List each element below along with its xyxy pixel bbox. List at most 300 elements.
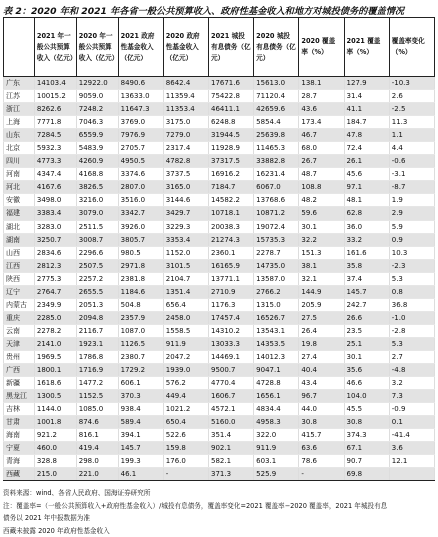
value-cell: 45.6 [344, 168, 389, 181]
province-cell: 重庆 [4, 311, 35, 324]
value-cell: 4168.8 [76, 168, 118, 181]
value-cell: 30.8 [344, 416, 389, 429]
value-cell: 7046.3 [76, 116, 118, 129]
value-cell: 25639.8 [254, 129, 299, 142]
value-cell: 2317.4 [163, 142, 208, 155]
value-cell: 656.4 [163, 298, 208, 311]
table-row [4, 429, 435, 442]
value-cell: 3283.0 [34, 220, 76, 233]
value-cell: -4.8 [389, 364, 434, 377]
value-cell: 242.7 [344, 298, 389, 311]
value-cell: 3342.7 [118, 207, 163, 220]
province-cell: 山东 [4, 129, 35, 142]
value-cell: 33882.8 [254, 155, 299, 168]
value-cell: 1021.2 [163, 403, 208, 416]
value-cell: 47.8 [344, 129, 389, 142]
value-cell: 161.6 [344, 246, 389, 259]
value-cell: 40.4 [299, 364, 344, 377]
value-cell: 42659.6 [254, 103, 299, 116]
coverage-table [3, 17, 435, 481]
value-cell: 0.1 [389, 416, 434, 429]
value-cell: 21274.3 [208, 233, 253, 246]
value-cell: 2705.7 [118, 142, 163, 155]
value-cell: 27.4 [299, 350, 344, 363]
value-cell: 13633.0 [118, 90, 163, 103]
value-cell: 2047.2 [163, 350, 208, 363]
table-row [4, 116, 435, 129]
value-cell: 298.0 [76, 455, 118, 468]
value-cell: 31.4 [344, 90, 389, 103]
province-cell: 四川 [4, 155, 35, 168]
value-cell: 2051.3 [76, 298, 118, 311]
value-cell: 10871.2 [254, 207, 299, 220]
value-cell: 3805.7 [118, 233, 163, 246]
value-cell: 7248.2 [76, 103, 118, 116]
table-row [4, 142, 435, 155]
province-cell: 宁夏 [4, 442, 35, 455]
table-row [4, 129, 435, 142]
value-cell: -10.3 [389, 77, 434, 90]
value-cell: 199.3 [118, 455, 163, 468]
value-cell: -41.4 [389, 429, 434, 442]
value-cell: 1085.0 [76, 403, 118, 416]
value-cell: 1176.3 [208, 298, 253, 311]
value-cell: 43.6 [299, 103, 344, 116]
value-cell: 2296.6 [76, 246, 118, 259]
value-cell: 3165.0 [163, 181, 208, 194]
value-cell: 603.1 [254, 455, 299, 468]
value-cell: 2834.6 [34, 246, 76, 259]
value-cell: 11353.4 [163, 103, 208, 116]
table-row [4, 390, 435, 403]
value-cell: 582.1 [208, 455, 253, 468]
value-cell: 215.0 [34, 468, 76, 481]
value-cell: 97.1 [344, 181, 389, 194]
province-cell: 广东 [4, 77, 35, 90]
value-cell: 4572.1 [208, 403, 253, 416]
value-cell: 911.9 [254, 442, 299, 455]
value-cell: 48.1 [344, 194, 389, 207]
value-cell: 36.0 [344, 220, 389, 233]
province-cell: 云南 [4, 324, 35, 337]
value-cell: 2278.2 [34, 324, 76, 337]
value-cell: 0.8 [389, 285, 434, 298]
value-cell: 2357.9 [118, 311, 163, 324]
value-cell: 221.0 [76, 468, 118, 481]
table-row [4, 455, 435, 468]
value-cell: 26.1 [344, 155, 389, 168]
value-cell: 2971.8 [118, 259, 163, 272]
table-row [4, 207, 435, 220]
value-cell: 1477.2 [76, 377, 118, 390]
value-cell: 1351.4 [163, 285, 208, 298]
table-row [4, 272, 435, 285]
value-cell: 394.1 [118, 429, 163, 442]
value-cell: 46411.1 [208, 103, 253, 116]
value-cell: -2.3 [389, 259, 434, 272]
value-cell: 4773.3 [34, 155, 76, 168]
value-cell: 2349.9 [34, 298, 76, 311]
header-budget-2020: 2020 年一般公共预算收入（亿元） [76, 18, 118, 77]
value-cell: 5.3 [389, 337, 434, 350]
value-cell: 1.9 [389, 194, 434, 207]
value-cell: 15613.0 [254, 77, 299, 90]
value-cell: 72.4 [344, 142, 389, 155]
value-cell: 37.4 [344, 272, 389, 285]
value-cell: 30.1 [299, 220, 344, 233]
value-cell: 4.4 [389, 142, 434, 155]
province-cell: 湖南 [4, 233, 35, 246]
table-row [4, 298, 435, 311]
value-cell: 25.1 [344, 337, 389, 350]
province-cell: 甘肃 [4, 416, 35, 429]
value-cell: 26.4 [299, 324, 344, 337]
value-cell: 45.5 [344, 403, 389, 416]
table-row [4, 285, 435, 298]
value-cell: 14469.1 [208, 350, 253, 363]
value-cell: 144.9 [299, 285, 344, 298]
value-cell: 36.8 [389, 298, 434, 311]
header-province [4, 18, 35, 77]
value-cell: 902.1 [208, 442, 253, 455]
value-cell: 68.0 [299, 142, 344, 155]
value-cell: 2381.8 [118, 272, 163, 285]
value-cell: 43.4 [299, 377, 344, 390]
value-cell: 328.8 [34, 455, 76, 468]
table-row [4, 259, 435, 272]
value-cell: 4167.6 [34, 181, 76, 194]
value-cell: 62.8 [344, 207, 389, 220]
value-cell: 173.4 [299, 116, 344, 129]
note-tibet: 西藏未披露 2020 年政府性基金收入 [3, 525, 435, 537]
value-cell: 1152.0 [163, 246, 208, 259]
value-cell: 104.0 [344, 390, 389, 403]
value-cell: 1126.5 [118, 337, 163, 350]
value-cell: 30.8 [299, 416, 344, 429]
value-cell: 6248.8 [208, 116, 253, 129]
value-cell: 15735.3 [254, 233, 299, 246]
value-cell: 3826.5 [76, 181, 118, 194]
province-cell: 天津 [4, 337, 35, 350]
value-cell: 1.1 [389, 129, 434, 142]
value-cell: 7.3 [389, 390, 434, 403]
value-cell: 2766.2 [254, 285, 299, 298]
value-cell: 12.1 [389, 455, 434, 468]
value-cell: 67.1 [344, 442, 389, 455]
value-cell: 589.4 [118, 416, 163, 429]
value-cell: 7771.8 [34, 116, 76, 129]
value-cell: 16231.4 [254, 168, 299, 181]
table-row [4, 233, 435, 246]
value-cell: 13771.1 [208, 272, 253, 285]
province-cell: 安徽 [4, 194, 35, 207]
value-cell: 35.8 [344, 259, 389, 272]
value-cell: 2511.5 [76, 220, 118, 233]
province-cell: 湖北 [4, 220, 35, 233]
province-cell: 浙江 [4, 103, 35, 116]
province-cell: 辽宁 [4, 285, 35, 298]
value-cell: 2710.9 [208, 285, 253, 298]
table-row [4, 350, 435, 363]
note-formula: 注：覆盖率=（一般公共预算收入+政府性基金收入）/城投有息债务，覆盖率变化=2021 覆盖率−2020 覆盖率，2021 年城投有息 [3, 500, 435, 513]
value-cell: 32.2 [299, 233, 344, 246]
value-cell: 1939.0 [163, 364, 208, 377]
value-cell: 14012.3 [254, 350, 299, 363]
value-cell: 911.9 [163, 337, 208, 350]
value-cell: 145.7 [118, 442, 163, 455]
table-row [4, 168, 435, 181]
value-cell: 0.9 [389, 233, 434, 246]
value-cell: 2507.5 [76, 259, 118, 272]
value-cell: 1001.8 [34, 416, 76, 429]
header-debt-2021: 2021 城投有息债务（亿元） [208, 18, 253, 77]
value-cell: 17671.6 [208, 77, 253, 90]
value-cell: 44.0 [299, 403, 344, 416]
table-row [4, 311, 435, 324]
value-cell: 460.0 [34, 442, 76, 455]
value-cell: -0.9 [389, 403, 434, 416]
value-cell: 525.9 [254, 468, 299, 481]
table-row [4, 77, 435, 90]
value-cell: 1729.2 [118, 364, 163, 377]
table-header-row [4, 18, 435, 77]
value-cell: 11.3 [389, 116, 434, 129]
value-cell: 606.1 [118, 377, 163, 390]
value-cell: 75422.8 [208, 90, 253, 103]
value-cell: 10015.2 [34, 90, 76, 103]
province-cell: 西藏 [4, 468, 35, 481]
province-cell: 青海 [4, 455, 35, 468]
value-cell: 1923.1 [76, 337, 118, 350]
value-cell: 351.4 [208, 429, 253, 442]
value-cell: 7279.0 [163, 129, 208, 142]
value-cell: 7184.7 [208, 181, 253, 194]
table-row [4, 442, 435, 455]
value-cell: 11465.3 [254, 142, 299, 155]
value-cell: 1152.5 [76, 390, 118, 403]
value-cell: 19072.4 [254, 220, 299, 233]
value-cell: 5.9 [389, 220, 434, 233]
value-cell: 1786.8 [76, 350, 118, 363]
value-cell: 2.7 [389, 350, 434, 363]
province-cell: 上海 [4, 116, 35, 129]
value-cell: 2.9 [389, 207, 434, 220]
value-cell: 1087.0 [118, 324, 163, 337]
value-cell: 6559.9 [76, 129, 118, 142]
value-cell: 2764.7 [34, 285, 76, 298]
value-cell: 576.2 [163, 377, 208, 390]
value-cell: 3216.0 [76, 194, 118, 207]
value-cell: 5932.3 [34, 142, 76, 155]
value-cell: 151.3 [299, 246, 344, 259]
value-cell: 7284.5 [34, 129, 76, 142]
value-cell: 415.7 [299, 429, 344, 442]
value-cell: 32.1 [299, 272, 344, 285]
value-cell: 371.3 [208, 468, 253, 481]
province-cell: 河南 [4, 168, 35, 181]
value-cell [389, 468, 434, 481]
value-cell: 1558.5 [163, 324, 208, 337]
value-cell: 16165.9 [208, 259, 253, 272]
value-cell: 4347.4 [34, 168, 76, 181]
table-row [4, 468, 435, 481]
value-cell: 184.7 [344, 116, 389, 129]
value-cell: 322.0 [254, 429, 299, 442]
value-cell: -3.1 [389, 168, 434, 181]
table-row [4, 416, 435, 429]
value-cell: - [163, 468, 208, 481]
value-cell: 3.2 [389, 377, 434, 390]
value-cell: 69.8 [344, 468, 389, 481]
value-cell: 2807.0 [118, 181, 163, 194]
value-cell: 2812.3 [34, 259, 76, 272]
header-coverage-2021: 2021 覆盖率（%） [344, 18, 389, 77]
value-cell: 1184.6 [118, 285, 163, 298]
province-cell: 新疆 [4, 377, 35, 390]
value-cell: -1.0 [389, 311, 434, 324]
value-cell: 12922.0 [76, 77, 118, 90]
table-body [4, 77, 435, 481]
note-source: 资料来源：wind、各省人民政府、国海证券研究所 [3, 487, 435, 500]
value-cell: 3429.7 [163, 207, 208, 220]
value-cell: 8642.4 [163, 77, 208, 90]
value-cell: 46.6 [344, 377, 389, 390]
value-cell: 35.6 [344, 364, 389, 377]
value-cell: 4950.5 [118, 155, 163, 168]
value-cell: 10.3 [389, 246, 434, 259]
value-cell: 874.6 [76, 416, 118, 429]
province-cell: 黑龙江 [4, 390, 35, 403]
value-cell: 145.7 [344, 285, 389, 298]
value-cell: 96.7 [299, 390, 344, 403]
value-cell: -2.8 [389, 324, 434, 337]
value-cell: -8.7 [389, 181, 434, 194]
province-cell: 江苏 [4, 90, 35, 103]
value-cell: 3008.7 [76, 233, 118, 246]
province-cell: 陕西 [4, 272, 35, 285]
value-cell: 3769.0 [118, 116, 163, 129]
value-cell: 2257.2 [76, 272, 118, 285]
value-cell: 3353.4 [163, 233, 208, 246]
value-cell: 1618.6 [34, 377, 76, 390]
value-cell: 3079.0 [76, 207, 118, 220]
value-cell: 9059.0 [76, 90, 118, 103]
value-cell: 176.0 [163, 455, 208, 468]
table-row [4, 220, 435, 233]
value-cell: 14735.0 [254, 259, 299, 272]
table-row [4, 364, 435, 377]
value-cell: 78.6 [299, 455, 344, 468]
value-cell: 3229.3 [163, 220, 208, 233]
value-cell: 108.8 [299, 181, 344, 194]
value-cell: 3926.0 [118, 220, 163, 233]
value-cell: 370.3 [118, 390, 163, 403]
value-cell: 2141.0 [34, 337, 76, 350]
value-cell: 2.6 [389, 90, 434, 103]
value-cell: 46.1 [118, 468, 163, 481]
province-cell: 贵州 [4, 350, 35, 363]
value-cell: 46.7 [299, 129, 344, 142]
value-cell: 17457.4 [208, 311, 253, 324]
value-cell: 14582.2 [208, 194, 253, 207]
value-cell: 3737.5 [163, 168, 208, 181]
table-row [4, 324, 435, 337]
value-cell: 4728.8 [254, 377, 299, 390]
value-cell: 921.2 [34, 429, 76, 442]
value-cell: 8490.6 [118, 77, 163, 90]
value-cell: 3144.6 [163, 194, 208, 207]
note-formula-cont: 债务以 2021 年中报数据为准 [3, 512, 435, 525]
value-cell: 1716.9 [76, 364, 118, 377]
value-cell: 3175.0 [163, 116, 208, 129]
header-budget-2021: 2021 年一般公共预算收入（亿元） [34, 18, 76, 77]
table-row [4, 155, 435, 168]
table-row [4, 103, 435, 116]
value-cell: 4260.9 [76, 155, 118, 168]
value-cell: 2285.0 [34, 311, 76, 324]
value-cell: 14353.5 [254, 337, 299, 350]
value-cell: 2458.0 [163, 311, 208, 324]
value-cell: 419.4 [76, 442, 118, 455]
value-cell: 8262.6 [34, 103, 76, 116]
value-cell: 59.6 [299, 207, 344, 220]
value-cell: 522.6 [163, 429, 208, 442]
value-cell: 4834.4 [254, 403, 299, 416]
value-cell: 2775.3 [34, 272, 76, 285]
value-cell: 33.2 [344, 233, 389, 246]
value-cell: 1300.5 [34, 390, 76, 403]
value-cell: 4782.8 [163, 155, 208, 168]
value-cell: 11359.4 [163, 90, 208, 103]
value-cell: 9047.1 [254, 364, 299, 377]
value-cell: 6067.0 [254, 181, 299, 194]
value-cell: 37317.5 [208, 155, 253, 168]
value-cell: 26.6 [344, 311, 389, 324]
province-cell: 内蒙古 [4, 298, 35, 311]
header-debt-2020: 2020 城投有息债务（亿元） [254, 18, 299, 77]
value-cell: 504.8 [118, 298, 163, 311]
value-cell: 71120.4 [254, 90, 299, 103]
value-cell: 1800.1 [34, 364, 76, 377]
value-cell: 5160.0 [208, 416, 253, 429]
value-cell: 14103.4 [34, 77, 76, 90]
value-cell: 4958.3 [254, 416, 299, 429]
value-cell: 11647.3 [118, 103, 163, 116]
value-cell: 3516.0 [118, 194, 163, 207]
value-cell: 127.9 [344, 77, 389, 90]
value-cell: 16916.2 [208, 168, 253, 181]
value-cell: -0.6 [389, 155, 434, 168]
value-cell: 205.9 [299, 298, 344, 311]
value-cell: 28.7 [299, 90, 344, 103]
value-cell: 2104.7 [163, 272, 208, 285]
value-cell: 19.8 [299, 337, 344, 350]
value-cell: 3383.4 [34, 207, 76, 220]
header-coverage-change: 覆盖率变化（%） [389, 18, 434, 77]
value-cell: 1315.0 [254, 298, 299, 311]
value-cell: 48.7 [299, 168, 344, 181]
province-cell: 山西 [4, 246, 35, 259]
value-cell: 5.3 [389, 272, 434, 285]
value-cell: 2655.5 [76, 285, 118, 298]
value-cell: 2116.7 [76, 324, 118, 337]
table-row [4, 403, 435, 416]
value-cell: 1969.5 [34, 350, 76, 363]
value-cell: 449.4 [163, 390, 208, 403]
value-cell: 816.1 [76, 429, 118, 442]
value-cell: 41.1 [344, 103, 389, 116]
value-cell: 3374.6 [118, 168, 163, 181]
